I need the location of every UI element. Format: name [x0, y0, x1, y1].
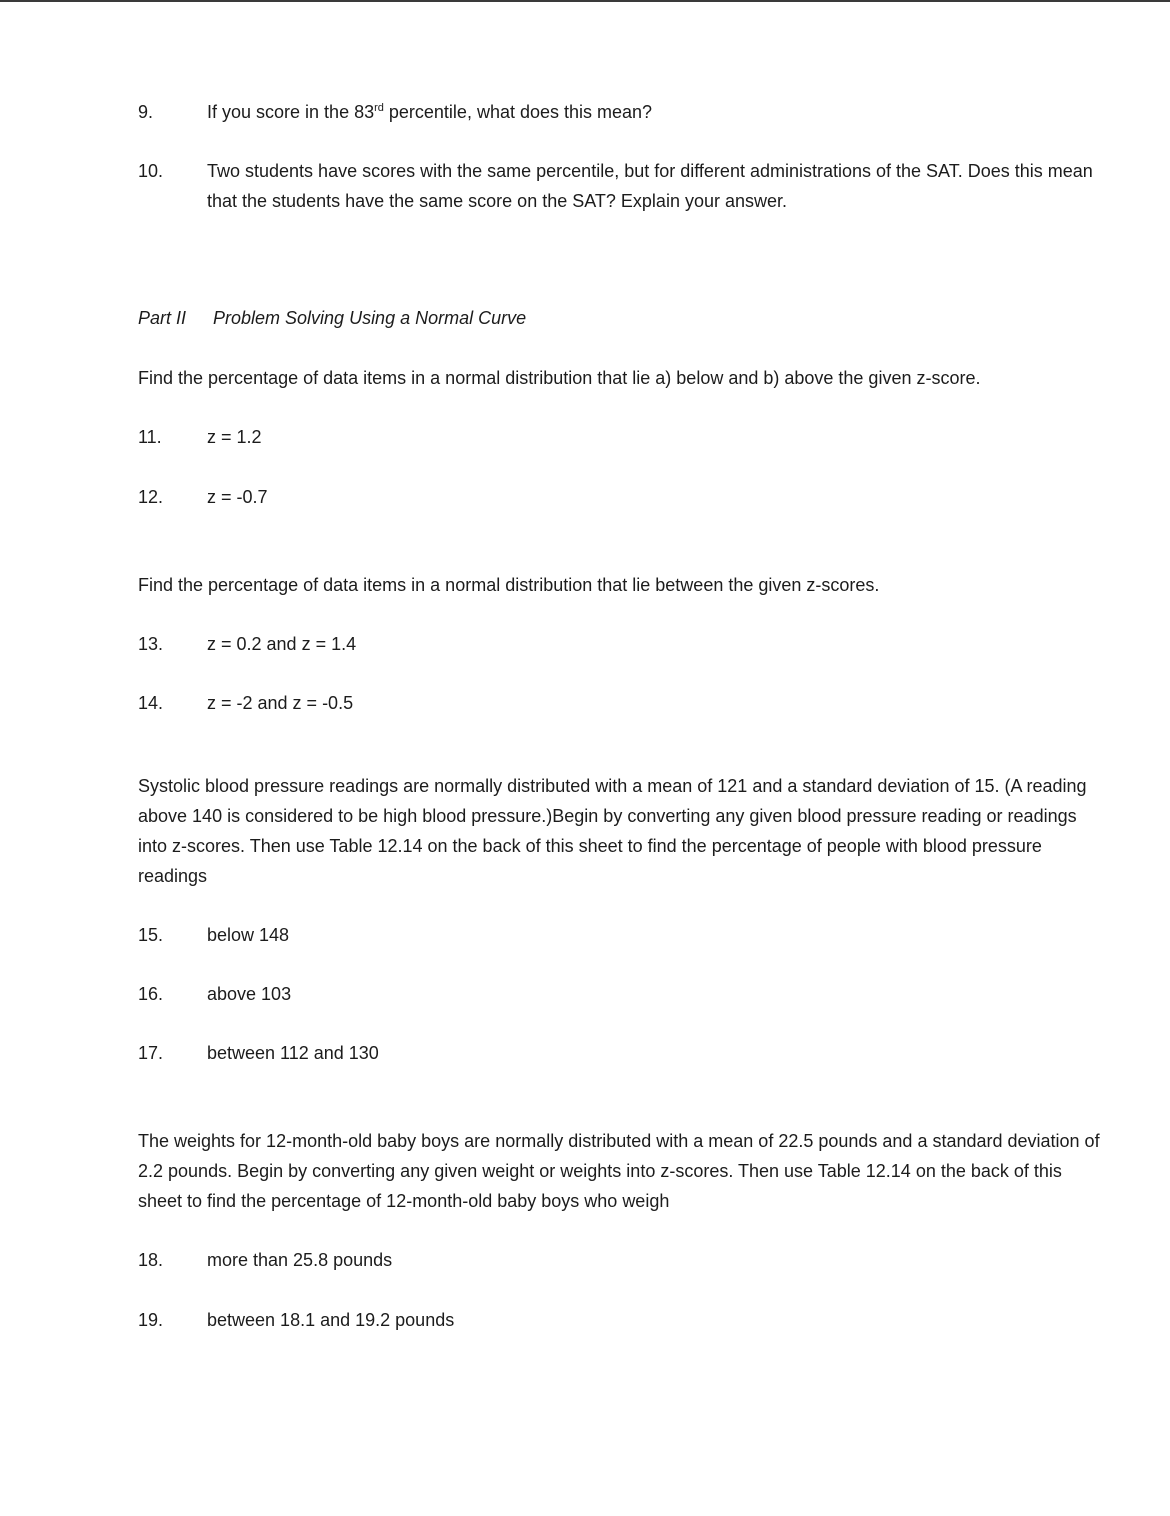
question-text: z = -2 and z = -0.5 [207, 693, 354, 713]
question-text: between 18.1 and 19.2 pounds [207, 1310, 455, 1330]
question-text [207, 97, 652, 127]
question-text: z = 1.2 [207, 427, 262, 447]
question-number: 10. [138, 161, 164, 181]
weight-intro: The weights for 12-month-old baby boys are normally distributed with a mean of 22.5 pounds and a standard deviation of 2.2 pounds. Begin by converting any given weight or weights into z-scores. Then use Table 12.14 on the back of this sheet to find the percentage of 12-month-old baby boys who weigh [138, 1131, 1100, 1211]
blood-pressure-intro: Systolic blood pressure readings are normally distributed with a mean of 121 and a standard deviation of 15. (A reading above 140 is considered to be high blood pressure.)Begin by converting any given blood pressure reading or readings into z-scores. Then use Table 12.14 on the back of this sheet to find the percentage of people with blood pressure readings [138, 776, 1087, 886]
question-text: z = 0.2 and z = 1.4 [207, 634, 357, 654]
section-heading [138, 303, 526, 333]
question-number: 13. [138, 634, 164, 654]
part-title: Problem Solving Using a Normal Curve [213, 308, 527, 328]
instruction-below-above: Find the percentage of data items in a normal distribution that lie a) below and b) above the given z-score. [138, 368, 981, 388]
question-text: below 148 [207, 925, 290, 945]
question-number: 17. [138, 1043, 164, 1063]
question-text-part: If you score in the 83 [207, 102, 375, 122]
question-number: 14. [138, 693, 164, 713]
question-text: between 112 and 130 [207, 1043, 379, 1063]
question-text: more than 25.8 pounds [207, 1250, 393, 1270]
question-text: Two students have scores with the same percentile, but for different administrations of the SAT. Does this mean that the students have the same score on the SAT? Explain your answer. [207, 161, 1093, 211]
question-number: 9. [138, 102, 154, 122]
question-text-part: percentile, what does this mean? [383, 102, 653, 122]
part-label: Part II [138, 308, 187, 328]
question-number: 15. [138, 925, 164, 945]
question-number: 11. [138, 427, 162, 447]
question-text: above 103 [207, 984, 292, 1004]
top-border-line [0, 0, 1170, 2]
question-number: 16. [138, 984, 164, 1004]
instruction-between: Find the percentage of data items in a normal distribution that lie between the given z-scores. [138, 575, 880, 595]
question-text: z = -0.7 [207, 487, 268, 507]
ordinal-superscript: rd [374, 102, 384, 114]
question-number: 18. [138, 1250, 164, 1270]
question-number: 19. [138, 1310, 164, 1330]
question-number: 12. [138, 487, 164, 507]
